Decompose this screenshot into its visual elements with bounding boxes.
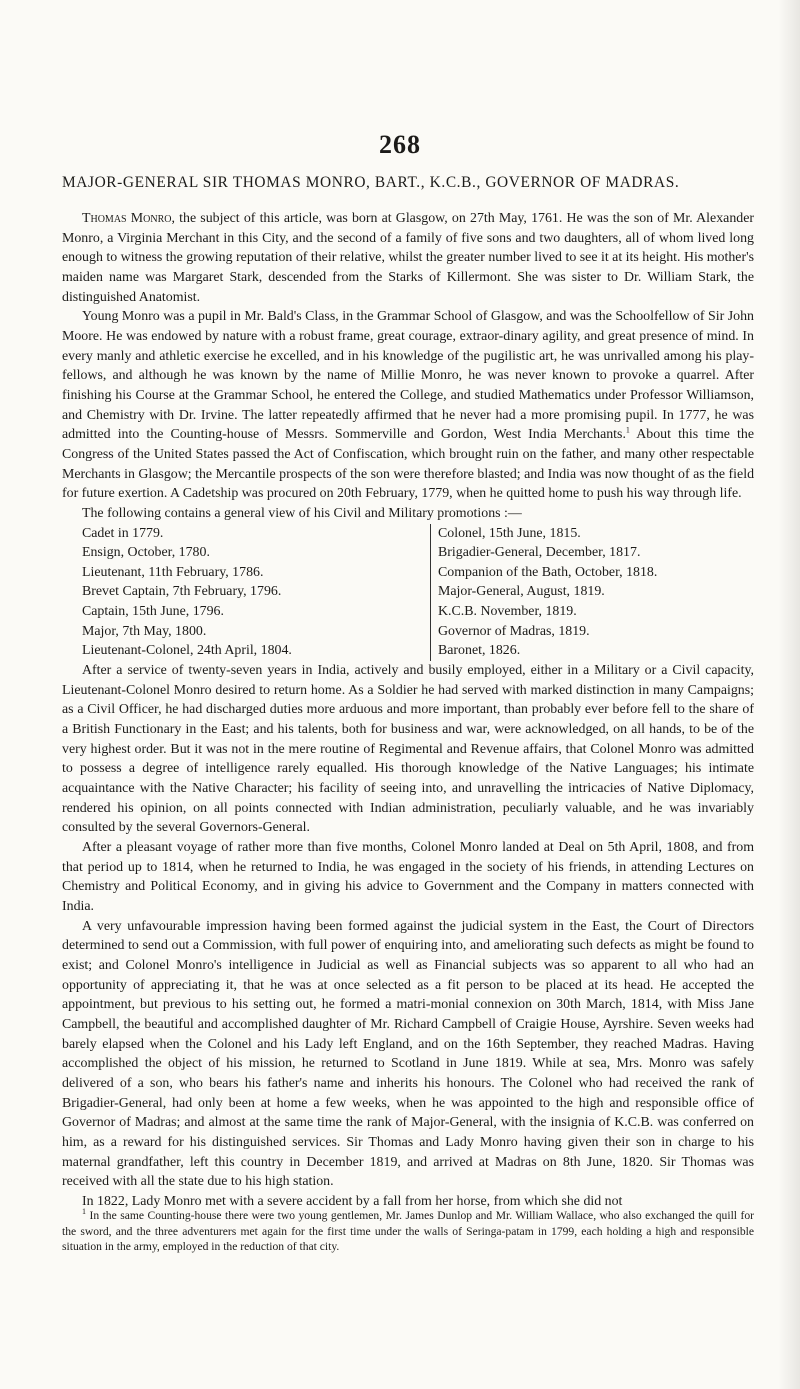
- footnote-text: In the same Counting-house there were two young gentlemen, Mr. James Dunlop and Mr. William Wallace, who also exchanged the quill for the sword, and the three adventurers met again for the first time under the walls of Seringa-patam in 1799, each holding a high and responsible situation in the army, employed in the reduction of that city.: [62, 1209, 754, 1254]
- promotion-item: K.C.B. November, 1819.: [438, 604, 577, 620]
- paragraph-text: The following contains a general view of his Civil and Military promotions :—: [82, 505, 522, 521]
- page-edge-shadow: [778, 0, 800, 1389]
- promotions-later-column: [430, 524, 657, 662]
- promotion-item: Colonel, 15th June, 1815.: [438, 525, 581, 541]
- paragraph-text: , the subject of this article, was born at Glasgow, on 27th May, 1761. He was the son of Mr. Alexander Monro, a Virginia Merchant in this City, and the second of a family of five sons and two daughters, all of whom lived long enough to witness the growing reputation of their relative, whilst the greater number lived to see it at its height. His mother's maiden name was Margaret Stark, descended from the Starks of Killermont. She was sister to Dr. William Stark, the distinguished Anatomist.: [62, 211, 755, 305]
- promotions-military-column: [82, 524, 430, 662]
- footnote: [62, 1208, 754, 1255]
- footnote-marker: 1: [82, 1207, 86, 1217]
- paragraph-text: After a pleasant voyage of rather more than five months, Colonel Monro landed at Deal on 5th April, 1808, and from that period up to 1814, when he returned to India, he was engaged in the society of his friends, in attending Lectures on Chemistry and Political Economy, and in giving his advice to Government and the Company in matters connected with India.: [62, 840, 754, 914]
- promotion-item: Captain, 15th June, 1796.: [82, 604, 224, 620]
- promotion-item: Lieutenant-Colonel, 24th April, 1804.: [82, 643, 292, 659]
- promotion-item: Major, 7th May, 1800.: [82, 623, 207, 639]
- promotion-item: Lieutenant, 11th February, 1786.: [82, 564, 264, 580]
- paragraph-text: After a service of twenty-seven years in India, actively and busily employed, either in a Military or a Civil capacity, Lieutenant-Colonel Monro desired to return home. As a Soldier he had served with marked distinction in many Campaigns; as a Civil Officer, he had discharged duties more arduous and more important, than probably ever before fell to the share of a British Functionary in the East; and his talents, both for business and war, were acknowledged, on all hands, to be of the very highest order. But it was not in the mere routine of Regimental and Revenue affairs, that Colonel Monro was admitted to possess a degree of intelligence rarely equalled. His thorough knowledge of the Native Languages; his intimate acquaintance with the Native Character; his facility of seeing into, and unravelling the intricacies of Native Diplomacy, rendered his opinion, on all points connected with Indian administration, peculiarly valuable, and he was invariably consulted by the several Governors-General.: [62, 663, 754, 836]
- promotion-item: Companion of the Bath, October, 1818.: [438, 564, 658, 580]
- lead-name: Thomas Monro: [82, 211, 172, 226]
- promotion-item: Cadet in 1779.: [82, 525, 164, 541]
- page-number: 268: [379, 130, 421, 159]
- promotion-item: Ensign, October, 1780.: [82, 545, 210, 561]
- paragraph-text: A very unfavourable impression having been formed against the judicial system in the East, the Court of Directors determined to send out a Commission, with full power of enquiring into, and ameliorating such defects as might be found to exist; and Colonel Monro's intelligence in Judicial as well as Financial subjects was so apparent to all who had an opportunity of appreciating it, that he was at once selected as a fit person to be placed at its head. He accepted the appointment, but previous to his setting out, he formed a matri-monial connexion on 30th March, 1814, with Miss Jane Campbell, the beautiful and accomplished daughter of Mr. Richard Campbell of Craigie House, Ayrshire. Seven weeks had barely elapsed when the Colonel and his Lady left England, and on the 16th September, they reached Madras. Having accomplished the object of his mission, he returned to Scotland in June 1819. While at sea, Mrs. Monro was safely delivered of a son, who bears his father's name and inherits his honours. The Colonel who had received the rank of Brigadier-General, had only been at home a few weeks, when he was appointed to the high and responsible office of Governor of Madras; and almost at the same time the rank of Major-General, with the insignia of K.C.B. was conferred on him, as a reward for his distinguished services. Sir Thomas and Lady Monro having given their son in charge to his maternal grandfather, left this country in December 1819, and arrived at Madras on 8th June, 1820. Sir Thomas was received with all the state due to his high station.: [62, 918, 754, 1190]
- article-body: [62, 209, 754, 1211]
- promotion-item: Governor of Madras, 1819.: [438, 623, 590, 639]
- paragraph-text: In 1822, Lady Monro met with a severe accident by a fall from her horse, from which she did not: [82, 1193, 623, 1209]
- paragraph: [62, 838, 754, 917]
- paragraph-text: About this time the Congress of the United States passed the Act of Confiscation, which brought ruin on the father, and many other respectable Merchants in Glasgow; the Mercantile prospects of the son were therefore blasted; and India was now thought of as the field for future exertion. A Cadetship was procured on 20th February, 1779, when he quitted home to push his way through life.: [62, 427, 755, 502]
- promotion-item: Brevet Captain, 7th February, 1796.: [82, 584, 282, 600]
- promotion-item: Major-General, August, 1819.: [438, 584, 605, 600]
- promotion-item: Brigadier-General, December, 1817.: [438, 545, 641, 561]
- paragraph-text: Young Monro was a pupil in Mr. Bald's Class, in the Grammar School of Glasgow, and was the Schoolfellow of Sir John Moore. He was endowed by nature with a robust frame, great courage, extraor-dinary agility, and great presence of mind. In every manly and athletic exercise he excelled, and in his knowledge of the pugilistic art, he was unrivalled among his play-fellows, and although he was known by the name of Millie Monro, he was never known to provoke a quarrel. After finishing his Course at the Grammar School, he entered the College, and studied Mathematics under Professor Williamson, and Chemistry with Dr. Irvine. The latter repeatedly affirmed that he never had a more promising pupil. In 1777, he was admitted into the Counting-house of Messrs. Sommerville and Gordon, West India Merchants.: [62, 309, 754, 443]
- promotion-item: Baronet, 1826.: [438, 643, 521, 659]
- paragraph: [62, 209, 754, 307]
- paragraph: [62, 307, 754, 504]
- promotions-table: [82, 524, 754, 662]
- footnote-reference[interactable]: 1: [625, 425, 630, 435]
- paragraph: [62, 504, 754, 524]
- paragraph: [62, 917, 754, 1192]
- article-title: MAJOR-GENERAL SIR THOMAS MONRO, BART., K.C.B., GOVERNOR OF MADRAS.: [62, 174, 680, 191]
- paragraph: [62, 661, 754, 838]
